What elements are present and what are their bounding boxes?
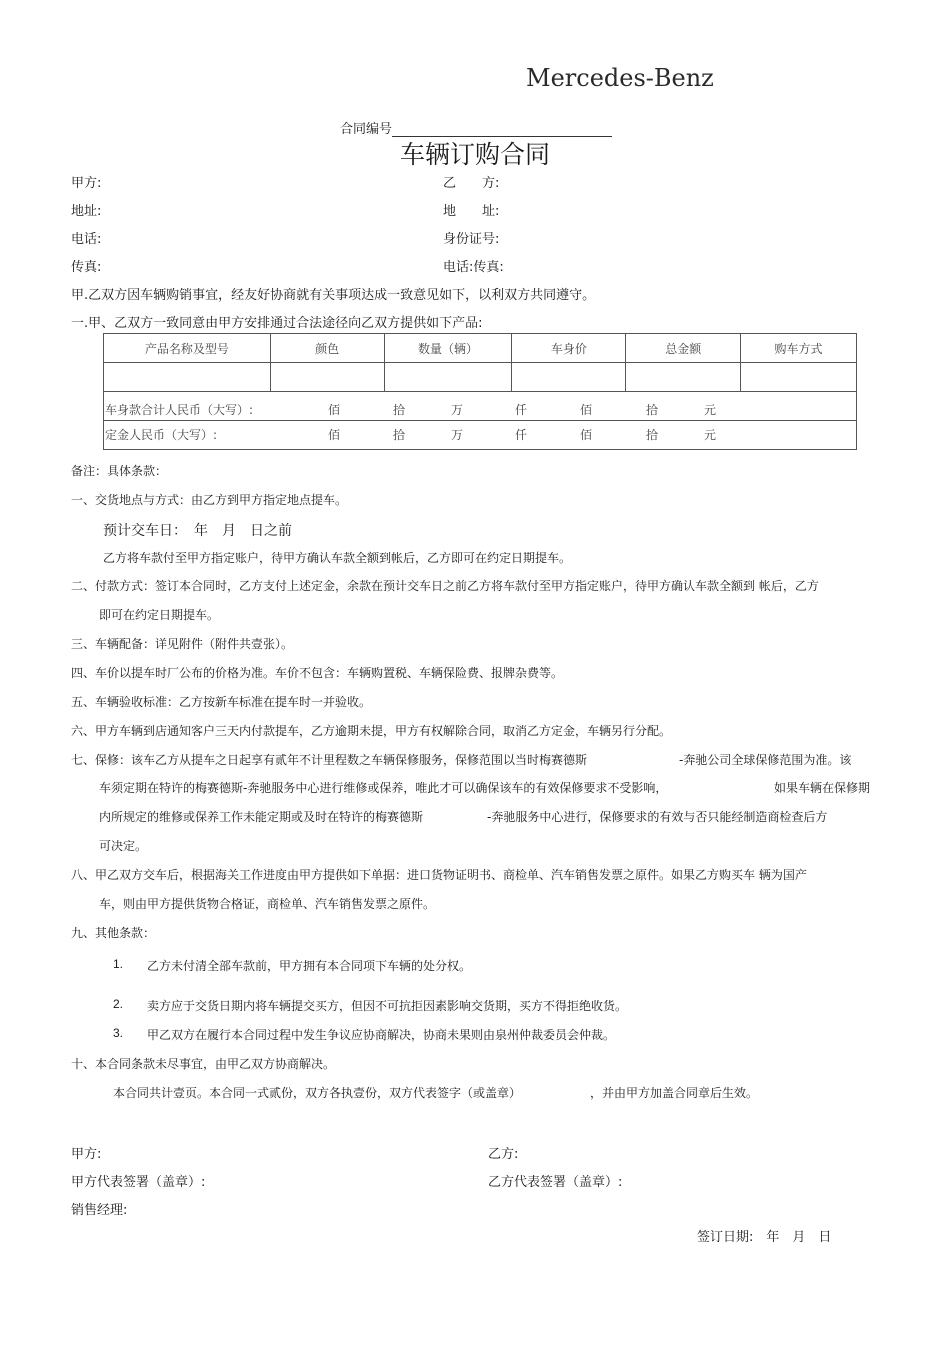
unit-label: 元	[704, 428, 717, 442]
table-header-cell: 颜色	[270, 334, 384, 363]
table-cell[interactable]	[384, 363, 512, 392]
clause-4: 四、车价以提车时厂公布的价格为准。车价不包含：车辆购置税、车辆保险费、报牌杂费等。	[71, 666, 564, 680]
clause-7-line-4: 可决定。	[99, 839, 148, 853]
clause-1-note: 乙方将车款付至甲方指定账户，待甲方确认车款全额到帐后，乙方即可在约定日期提车。	[103, 551, 572, 565]
table-cell[interactable]	[512, 363, 626, 392]
clause-7-line-1b: -奔驰公司全球保修范围为准。该	[679, 753, 852, 767]
clause-10: 十、本合同条款未尽事宜，由甲乙双方协商解决。	[71, 1057, 336, 1071]
unit-label: 拾	[393, 403, 406, 417]
list-item	[113, 957, 472, 973]
remark-heading: 备注：具体条款：	[71, 464, 168, 478]
table-header-cell: 产品名称及型号	[104, 334, 271, 363]
list-item	[113, 997, 628, 1013]
delivery-date: 预计交车日： 年 月 日之前	[103, 523, 292, 539]
list-item	[113, 1026, 616, 1042]
party-b-label: 乙 方:	[443, 176, 500, 191]
party-b-address-label: 地 址:	[443, 204, 500, 219]
unit-label: 拾	[646, 428, 659, 442]
table-header-row	[104, 334, 857, 363]
signature-party-b-rep: 乙方代表签署（盖章）:	[488, 1175, 623, 1190]
clause-10-note-b: ，并由甲方加盖合同章后生效。	[590, 1086, 759, 1100]
table-header-cell: 购车方式	[741, 334, 857, 363]
list-item-number: 3.	[113, 1026, 124, 1040]
table-cell[interactable]	[741, 363, 857, 392]
signature-party-a-rep: 甲方代表签署（盖章）:	[71, 1175, 206, 1190]
clause-7-line-2a: 车须定期在特许的梅赛德斯-奔驰服务中心进行维修或保养，唯此才可以确保该车的有效保修要求不受影响，	[99, 781, 668, 795]
table-header-cell: 数量（辆）	[384, 334, 512, 363]
deposit-amount-label: 定金人民币（大写）:	[105, 428, 218, 442]
clause-2-line-2: 即可在约定日期提车。	[99, 608, 220, 622]
party-a-phone-label: 电话:	[71, 232, 102, 247]
intro-paragraph: 甲.乙双方因车辆购销事宜，经友好协商就有关事项达成一致意见如下，以利双方共同遵守。	[71, 288, 596, 303]
clause-1: 一、交货地点与方式：由乙方到甲方指定地点提车。	[71, 493, 348, 507]
signature-party-b: 乙方:	[488, 1147, 519, 1162]
deposit-amount-cell	[104, 421, 857, 450]
clause-8-line-1: 八、甲乙双方交车后，根据海关工作进度由甲方提供如下单据：进口货物证明书、商检单、汽车销售发票之原件。如果乙方购买车 辆为国产	[71, 868, 807, 882]
clause-7-line-3a: 内所规定的维修或保养工作未能定期或及时在特许的梅赛德斯	[99, 810, 424, 824]
table-deposit-row	[104, 421, 857, 450]
list-item-number: 2.	[113, 997, 124, 1011]
table-cell[interactable]	[104, 363, 271, 392]
clause-7-line-1a: 七、保修：该车乙方从提车之日起享有贰年不计里程数之车辆保修服务，保修范围以当时梅赛德斯	[71, 753, 588, 767]
signature-sales-manager: 销售经理:	[71, 1203, 128, 1218]
clause-7-line-2b: 如果车辆在保修期	[774, 781, 871, 795]
clause-6: 六、甲方车辆到店通知客户三天内付款提车，乙方逾期未提，甲方有权解除合同，取消乙方定金，车辆另行分配。	[71, 724, 672, 738]
party-a-label: 甲方:	[71, 176, 102, 191]
unit-label: 万	[451, 428, 464, 442]
clause-3: 三、车辆配备：详见附件（附件共壹张）。	[71, 637, 294, 651]
table-header-cell: 总金额	[626, 334, 741, 363]
party-b-id-label: 身份证号:	[443, 232, 500, 247]
unit-label: 佰	[580, 403, 593, 417]
party-a-address-label: 地址:	[71, 204, 102, 219]
table-cell[interactable]	[626, 363, 741, 392]
list-item-text: 甲乙双方在履行本合同过程中发生争议应协商解决，协商未果则由泉州仲裁委员会仲裁。	[147, 1028, 616, 1042]
unit-label: 仟	[515, 428, 528, 442]
table-row	[104, 363, 857, 392]
clause-2-line-1: 二、付款方式：签订本合同时，乙方支付上述定金，余款在预计交车日之前乙方将车款付至甲方指定账户，待甲方确认车款全额到 帐后，乙方	[71, 579, 819, 593]
clause-7-line-3b: -奔驰服务中心进行，保修要求的有效与否只能经制造商检查后方	[487, 810, 828, 824]
unit-label: 元	[704, 403, 717, 417]
unit-label: 仟	[515, 403, 528, 417]
list-item-text: 乙方未付清全部车款前，甲方拥有本合同项下车辆的处分权。	[147, 959, 472, 973]
table-cell[interactable]	[270, 363, 384, 392]
contract-title: 车辆订购合同	[399, 140, 550, 169]
total-amount-cell	[104, 392, 857, 421]
brand-logo-text: Mercedes-Benz	[526, 64, 714, 92]
party-a-fax-label: 传真:	[71, 260, 102, 275]
list-item-text: 卖方应于交货日期内将车辆提交买方，但因不可抗拒因素影响交货期，买方不得拒绝收货。	[147, 999, 628, 1013]
clause-8-line-2: 车，则由甲方提供货物合格证，商检单、汽车销售发票之原件。	[99, 897, 436, 911]
clause-10-note-a: 本合同共计壹页。本合同一式贰份，双方各执壹份，双方代表签字（或盖章）	[113, 1086, 522, 1100]
unit-label: 拾	[393, 428, 406, 442]
clause-5: 五、车辆验收标准：乙方按新车标准在提车时一并验收。	[71, 695, 372, 709]
product-table	[103, 333, 857, 450]
total-amount-label: 车身款合计人民币（大写）:	[105, 403, 254, 417]
table-header-cell: 车身价	[512, 334, 626, 363]
table-total-row	[104, 392, 857, 421]
unit-label: 万	[451, 403, 464, 417]
clause-products: 一.甲、乙双方一致同意由甲方安排通过合法途径向乙双方提供如下产品:	[71, 316, 483, 331]
party-b-phone-fax-label: 电话:传真:	[443, 260, 504, 275]
signature-party-a: 甲方:	[71, 1147, 102, 1162]
contract-number-label: 合同编号	[340, 122, 393, 137]
unit-label: 佰	[580, 428, 593, 442]
unit-label: 佰	[328, 428, 341, 442]
unit-label: 佰	[328, 403, 341, 417]
signing-date: 签订日期: 年 月 日	[697, 1230, 832, 1245]
list-item-number: 1.	[113, 957, 124, 971]
clause-9: 九、其他条款：	[71, 926, 156, 940]
unit-label: 拾	[646, 403, 659, 417]
